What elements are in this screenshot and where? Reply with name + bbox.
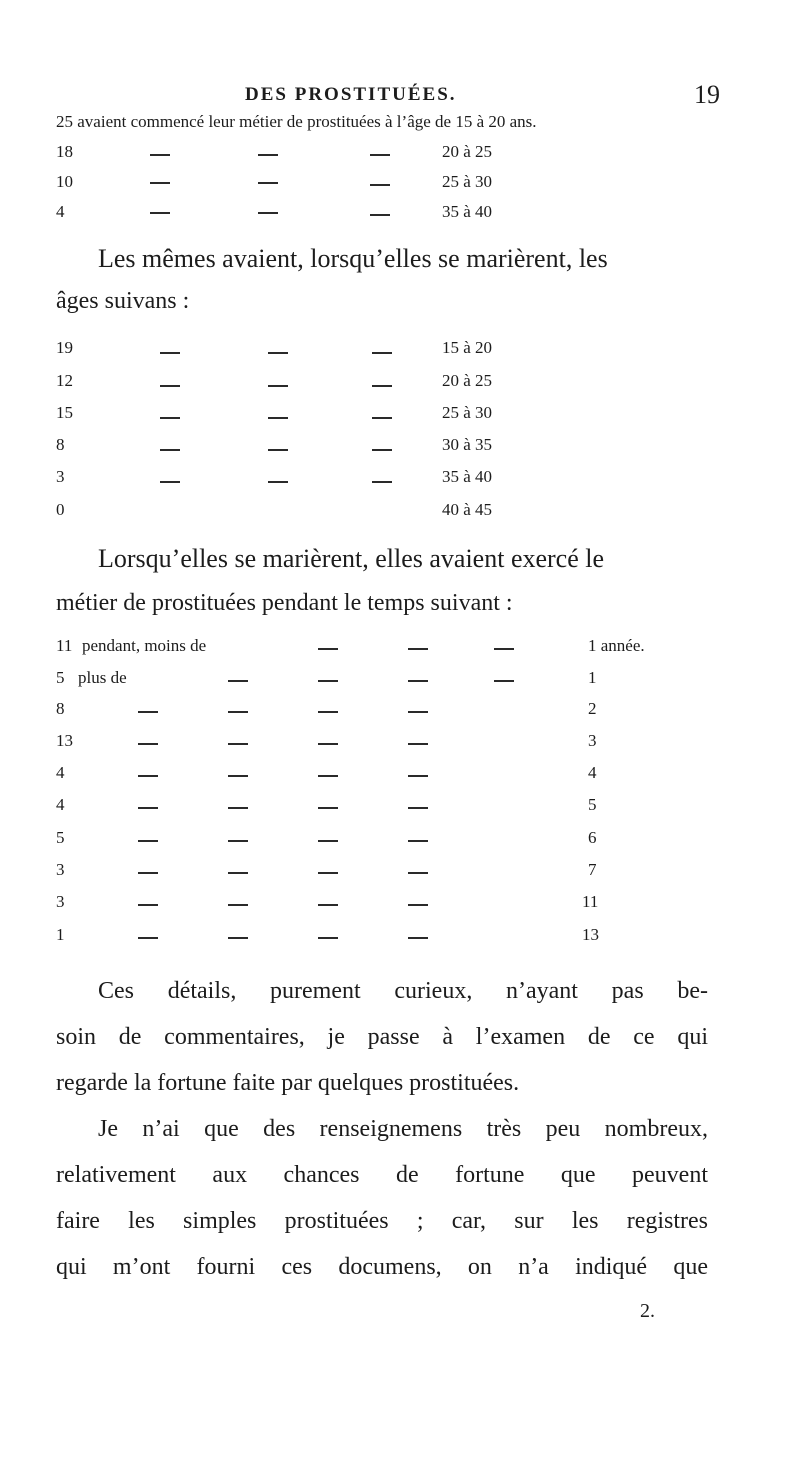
row-value: 7	[588, 860, 597, 879]
dash-separator	[150, 154, 170, 156]
dash-separator	[150, 182, 170, 184]
table-row	[0, 860, 800, 890]
row-value: 5	[588, 795, 597, 814]
dash-separator	[370, 214, 390, 216]
row-count: 4	[56, 202, 65, 221]
row-value: 2	[588, 699, 597, 718]
table-row	[0, 202, 800, 232]
dash-separator	[228, 840, 248, 842]
row-count: 5	[56, 668, 65, 687]
dash-separator	[160, 481, 180, 483]
dash-separator	[268, 449, 288, 451]
table-row	[0, 371, 800, 401]
row-range: 15 à 20	[442, 338, 493, 357]
dash-separator	[258, 154, 278, 156]
dash-separator	[268, 352, 288, 354]
row-qualifier: pendant, moins de	[82, 636, 207, 655]
dash-separator	[160, 417, 180, 419]
paragraph-line: Je n’ai que des renseignemens très peu nombreux,	[98, 1116, 708, 1142]
row-range: 35 à 40	[442, 467, 493, 486]
dash-separator	[372, 417, 392, 419]
table-row	[0, 668, 800, 698]
dash-separator	[228, 711, 248, 713]
row-count: 3	[56, 860, 65, 879]
table-row	[0, 925, 800, 955]
dash-separator	[318, 648, 338, 650]
dash-separator	[318, 711, 338, 713]
dash-separator	[160, 449, 180, 451]
row-count: 18	[56, 142, 73, 161]
paragraph-line: relativement aux chances de fortune que peuvent	[56, 1162, 708, 1188]
row-range: 20 à 25	[442, 371, 493, 390]
table-row	[0, 731, 800, 761]
dash-separator	[408, 775, 428, 777]
row-value: 1	[588, 668, 597, 687]
dash-separator	[258, 212, 278, 214]
row-count: 8	[56, 699, 65, 718]
dash-separator	[318, 775, 338, 777]
paragraph-line: regarde la fortune faite par quelques prostituées.	[56, 1070, 520, 1096]
dash-separator	[408, 840, 428, 842]
dash-separator	[228, 680, 248, 682]
dash-separator	[408, 743, 428, 745]
dash-separator	[318, 904, 338, 906]
dash-separator	[318, 743, 338, 745]
row-count: 15	[56, 403, 73, 422]
dash-separator	[160, 352, 180, 354]
dash-separator	[370, 154, 390, 156]
dash-separator	[494, 680, 514, 682]
row-count: 11	[56, 636, 73, 655]
table-row	[0, 699, 800, 729]
dash-separator	[228, 937, 248, 939]
dash-separator	[138, 937, 158, 939]
paragraph-line: Lorsqu’elles se marièrent, elles avaient exercé le	[98, 544, 605, 573]
page-header	[0, 80, 800, 110]
table-row	[0, 142, 800, 172]
row-count: 8	[56, 435, 65, 454]
table-row	[0, 500, 800, 530]
dash-separator	[318, 840, 338, 842]
dash-separator	[160, 385, 180, 387]
dash-separator	[372, 385, 392, 387]
dash-separator	[318, 807, 338, 809]
table-row	[0, 435, 800, 465]
row-count: 4	[56, 763, 65, 782]
dash-separator	[138, 807, 158, 809]
dash-separator	[138, 840, 158, 842]
dash-separator	[494, 648, 514, 650]
dash-separator	[408, 648, 428, 650]
row-count: 0	[56, 500, 65, 519]
dash-separator	[268, 385, 288, 387]
dash-separator	[408, 711, 428, 713]
row-value: 13	[582, 925, 599, 944]
row-count: 3	[56, 892, 65, 911]
dash-separator	[228, 743, 248, 745]
row-count: 13	[56, 731, 73, 750]
paragraph-line: métier de prostituées pendant le temps suivant :	[56, 590, 513, 616]
dash-separator	[372, 449, 392, 451]
row-count: 12	[56, 371, 73, 390]
table-row	[0, 636, 800, 666]
table1-intro: 25 avaient commencé leur métier de prostituées à l’âge de 15 à 20 ans.	[56, 112, 537, 131]
row-value: 11	[582, 892, 599, 911]
paragraph-line: qui m’ont fourni ces documens, on n’a indiqué que	[56, 1254, 708, 1280]
dash-separator	[228, 775, 248, 777]
row-range: 35 à 40	[442, 202, 493, 221]
row-range: 25 à 30	[442, 172, 493, 191]
table-row	[0, 338, 800, 368]
row-qualifier: plus de	[78, 668, 127, 687]
page-number: 19	[694, 80, 720, 109]
running-title: DES PROSTITUÉES.	[245, 84, 457, 105]
table-row	[0, 172, 800, 202]
paragraph-line: Les mêmes avaient, lorsqu’elles se marièrent, les	[98, 244, 608, 273]
row-value: 6	[588, 828, 597, 847]
row-count: 4	[56, 795, 65, 814]
dash-separator	[408, 872, 428, 874]
dash-separator	[268, 417, 288, 419]
table-row	[0, 892, 800, 922]
row-range: 40 à 45	[442, 500, 493, 519]
table-row	[0, 467, 800, 497]
dash-separator	[138, 904, 158, 906]
dash-separator	[138, 872, 158, 874]
dash-separator	[372, 352, 392, 354]
table-row	[0, 403, 800, 433]
dash-separator	[228, 904, 248, 906]
dash-separator	[268, 481, 288, 483]
paragraph-line: soin de commentaires, je passe à l’examen de ce qui	[56, 1024, 708, 1050]
dash-separator	[408, 904, 428, 906]
row-range: 25 à 30	[442, 403, 493, 422]
row-value: 3	[588, 731, 597, 750]
dash-separator	[138, 711, 158, 713]
paragraph-line: faire les simples prostituées ; car, sur les registres	[56, 1208, 708, 1234]
row-value: 4	[588, 763, 597, 782]
paragraph-line: Ces détails, purement curieux, n’ayant pas be-	[98, 978, 708, 1004]
row-count: 10	[56, 172, 73, 191]
row-count: 19	[56, 338, 73, 357]
table-row	[0, 795, 800, 825]
dash-separator	[408, 807, 428, 809]
dash-separator	[258, 182, 278, 184]
row-range: 20 à 25	[442, 142, 493, 161]
dash-separator	[138, 743, 158, 745]
dash-separator	[372, 481, 392, 483]
row-value: 1 année.	[588, 636, 645, 655]
dash-separator	[228, 807, 248, 809]
row-count: 3	[56, 467, 65, 486]
dash-separator	[408, 680, 428, 682]
paragraph-line: âges suivans :	[56, 288, 190, 314]
dash-separator	[228, 872, 248, 874]
dash-separator	[138, 775, 158, 777]
row-count: 1	[56, 925, 65, 944]
table-row	[0, 763, 800, 793]
signature-mark: 2.	[640, 1300, 655, 1322]
dash-separator	[318, 680, 338, 682]
dash-separator	[150, 212, 170, 214]
row-range: 30 à 35	[442, 435, 493, 454]
dash-separator	[318, 872, 338, 874]
table-row	[0, 828, 800, 858]
dash-separator	[408, 937, 428, 939]
dash-separator	[318, 937, 338, 939]
row-count: 5	[56, 828, 65, 847]
dash-separator	[370, 184, 390, 186]
